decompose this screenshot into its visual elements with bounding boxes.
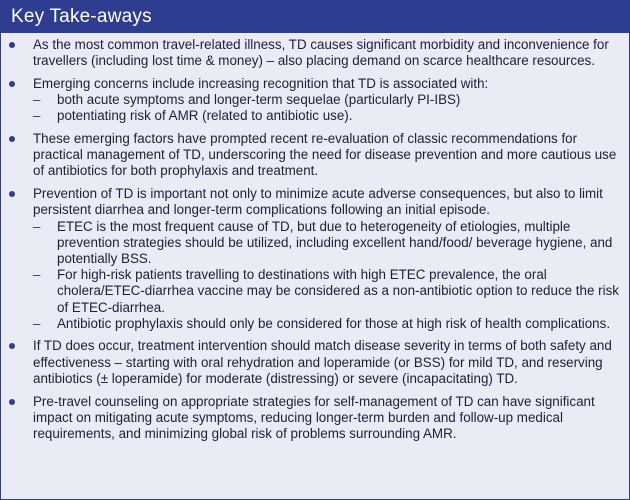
sub-list-item xyxy=(33,218,619,268)
sub-list-item xyxy=(33,108,619,124)
bullet-text: These emerging factors have prompted recent re-evaluation of classic recommendations for practical management of TD, underscoring the need for disease prevention and more cautious use of antibiotics for both prophylaxis and treatment. xyxy=(33,131,617,179)
dash-icon: – xyxy=(33,108,41,124)
bullet-dot-icon xyxy=(9,343,15,349)
bullet-dot-icon xyxy=(9,191,15,197)
sub-bullet-text: ETEC is the most frequent cause of TD, but due to heterogeneity of etiologies, multiple prevention strategies should be utilized, including excellent hand/food/ beverage hygiene, and potentially BSS. xyxy=(57,218,613,266)
list-item xyxy=(33,394,619,443)
bullet-text: If TD does occur, treatment intervention should match disease severity in terms of both safety and effectiveness – starting with oral rehydration and loperamide (or BSS) for mild TD, and reserving antibiotics (± loperamide) for moderate (distressing) or severe (incapacitating) TD. xyxy=(33,338,612,386)
bullet-text: Prevention of TD is important not only to minimize acute adverse consequences, but also to limit persistent diarrhea and longer-term complications following an initial episode. xyxy=(33,186,603,218)
dash-icon: – xyxy=(33,92,41,108)
bullet-text: Emerging concerns include increasing recognition that TD is associated with: xyxy=(33,75,489,91)
sub-bullet-text: For high-risk patients travelling to destinations with high ETEC prevalence, the oral cholera/ETEC-diarrhea vaccine may be considered as a non-antibiotic option to reduce the risk of ETEC-diarrhea. xyxy=(57,267,619,315)
list-item xyxy=(33,186,619,332)
takeaways-list xyxy=(1,37,629,449)
list-item xyxy=(33,76,619,125)
bullet-dot-icon xyxy=(9,42,15,48)
box-header xyxy=(1,1,629,33)
sub-list-item xyxy=(33,267,619,316)
sub-list-item xyxy=(33,92,619,108)
bullet-text: As the most common travel-related illness, TD causes significant morbidity and inconvenience for travellers (including lost time & money) – also placing demand on scarce healthcare resources. xyxy=(33,37,609,69)
dash-icon: – xyxy=(33,218,41,234)
sub-list-item xyxy=(33,315,619,332)
bullet-dot-icon xyxy=(9,399,15,405)
bullet-text: Pre-travel counseling on appropriate strategies for self-management of TD can have significant impact on mitigating acute symptoms, reducing longer-term burden and follow-up medical requirements, and minimizing global risk of problems surrounding AMR. xyxy=(33,393,595,441)
list-item xyxy=(33,37,619,69)
sub-bullet-text: potentiating risk of AMR (related to antibiotic use). xyxy=(57,108,353,124)
sub-bullet-text: Antibiotic prophylaxis should only be considered for those at high risk of health complications. xyxy=(57,315,611,331)
bullet-dot-icon xyxy=(9,136,15,142)
dash-icon: – xyxy=(33,315,41,331)
bullet-dot-icon xyxy=(9,81,15,87)
box-title: Key Take-aways xyxy=(11,6,152,27)
dash-icon: – xyxy=(33,267,41,283)
list-item xyxy=(33,338,619,387)
sub-bullet-text: both acute symptoms and longer-term sequelae (particularly PI-IBS) xyxy=(57,92,461,108)
list-item xyxy=(33,131,619,180)
